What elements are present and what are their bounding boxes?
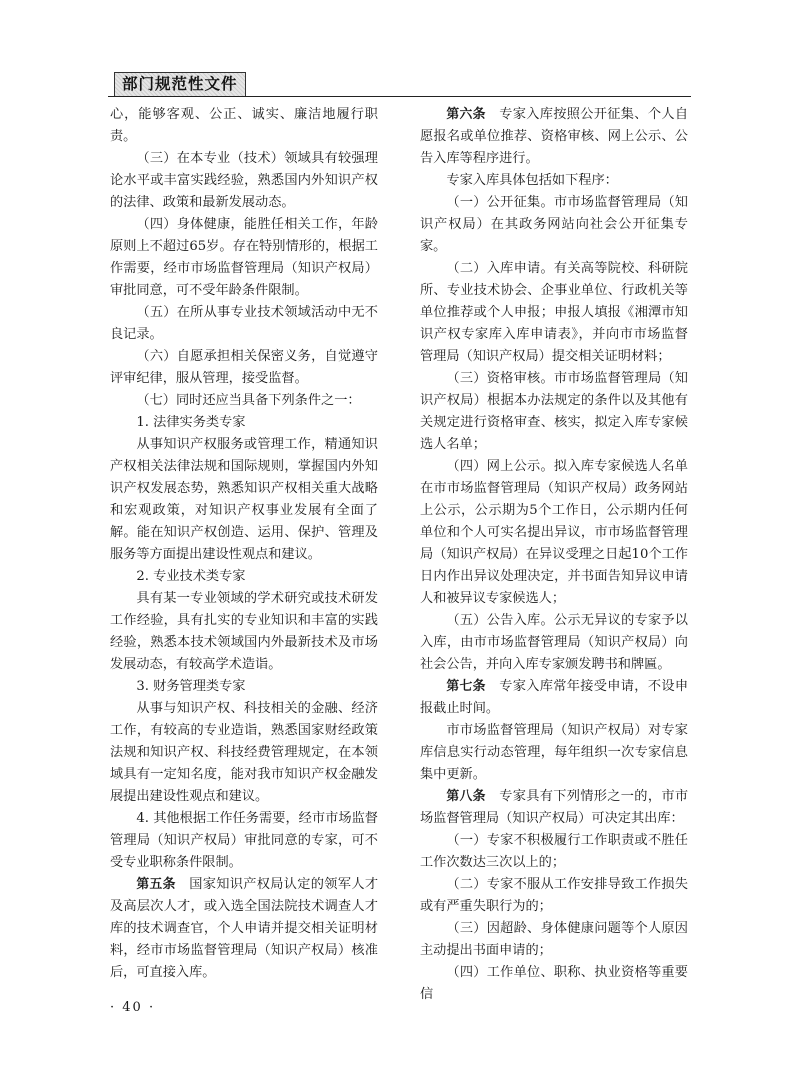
header-rule (108, 96, 691, 97)
paragraph: （三）资格审核。市市场监督管理局（知识产权局）根据本办法规定的条件以及其他有关规定进行资格审查、核实，拟定入库专家候选人名单； (420, 371, 688, 452)
paragraph: 从事知识产权服务或管理工作，精通知识产权相关法律法规和国际规则，掌握国内外知识产权发展态势，熟悉知识产权相关重大战略和宏观政策，对知识产权事业发展有全面了解。能在知识产权创造、运用、保护、管理及服务等方面提出建设性观点和建议。 (110, 437, 378, 562)
left-column (110, 104, 378, 984)
section-title: 部门规范性文件 (114, 72, 246, 97)
section-header (108, 69, 691, 99)
article-text: 国家知识产权局认定的领军人才及高层次人才，或入选全国法院技术调查人才库的技术调查官，个人申请并提交相关证明材料，经市市场监督管理局（知识产权局）核准后，可直接入库。 (110, 877, 379, 980)
article-8 (420, 786, 688, 830)
article-label: 第六条 (446, 107, 486, 122)
article-5 (110, 874, 378, 984)
paragraph: 具有某一专业领域的学术研究或技术研发工作经验，具有扎实的专业知识和丰富的实践经验，熟悉本技术领域国内外最新技术及市场发展动态，有较高学术造诣。 (110, 591, 378, 672)
article-text: 专家入库按照公开征集、个人自愿报名或单位推荐、资格审核、网上公示、公告入库等程序进行。 (420, 107, 689, 166)
paragraph: （二）专家不服从工作安排导致工作损失或有严重失职行为的； (420, 877, 688, 914)
paragraph: （四）网上公示。拟入库专家候选人名单在市市场监督管理局（知识产权局）政务网站上公示，公示期为5个工作日，公示期内任何单位和个人可实名提出异议，市市场监督管理局（知识产权局）在异议受理之日起10个工作日内作出异议处理决定，并书面告知异议申请人和被异议专家候选人； (420, 459, 688, 606)
subheading: 2. 专业技术类专家 (136, 569, 246, 584)
paragraph: 心，能够客观、公正、诚实、廉洁地履行职责。 (110, 107, 378, 144)
paragraph: （四）身体健康，能胜任相关工作，年龄原则上不超过65岁。存在特别情形的，根据工作需要，经市市场监督管理局（知识产权局）审批同意，可不受年龄条件限制。 (110, 217, 378, 298)
paragraph: （三）在本专业（技术）领域具有较强理论水平或丰富实践经验，熟悉国内外知识产权的法律、政策和最新发展动态。 (110, 151, 378, 210)
paragraph: （二）入库申请。有关高等院校、科研院所、专业技术协会、企事业单位、行政机关等单位推荐或个人申报；申报人填报《湘潭市知识产权专家库入库申请表》，并向市市场监督管理局（知识产权局）提交相关证明材料； (420, 261, 688, 364)
subheading: 3. 财务管理类专家 (136, 679, 246, 694)
paragraph: （一）公开征集。市市场监督管理局（知识产权局）在其政务网站向社会公开征集专家。 (420, 195, 688, 254)
article-text: 专家具有下列情形之一的，市市场监督管理局（知识产权局）可决定其出库： (420, 789, 689, 826)
paragraph: （四）工作单位、职称、执业资格等重要信 (420, 965, 688, 1002)
paragraph: （六）自愿承担相关保密义务，自觉遵守评审纪律，服从管理，接受监督。 (110, 349, 378, 386)
article-label: 第七条 (446, 679, 486, 694)
paragraph: 4. 其他根据工作任务需要，经市市场监督管理局（知识产权局）审批同意的专家，可不受专业职称条件限制。 (110, 811, 378, 870)
paragraph: （一）专家不积极履行工作职责或不胜任工作次数达三次以上的； (420, 833, 688, 870)
article-7 (420, 676, 688, 720)
paragraph: （五）公告入库。公示无异议的专家予以入库，由市市场监督管理局（知识产权局）向社会公告，并向入库专家颁发聘书和牌匾。 (420, 613, 688, 672)
paragraph: 专家入库具体包括如下程序： (446, 173, 618, 188)
article-6 (420, 104, 688, 170)
paragraph: 市市场监督管理局（知识产权局）对专家库信息实行动态管理，每年组织一次专家信息集中更新。 (420, 723, 688, 782)
subheading: 1. 法律实务类专家 (136, 415, 246, 430)
paragraph: 从事与知识产权、科技相关的金融、经济工作，有较高的专业造诣，熟悉国家财经政策法规和知识产权、科技经费管理规定，在本领域具有一定知名度，能对我市知识产权金融发展提出建设性观点和建议。 (110, 701, 378, 804)
paragraph: （五）在所从事专业技术领域活动中无不良记录。 (110, 305, 378, 342)
article-label: 第八条 (446, 789, 486, 804)
page-number: · 40 · (110, 1000, 156, 1015)
paragraph: （七）同时还应当具备下列条件之一： (136, 393, 361, 408)
article-label: 第五条 (136, 877, 176, 892)
right-column (420, 104, 688, 1006)
paragraph: （三）因超龄、身体健康问题等个人原因主动提出书面申请的； (420, 921, 688, 958)
article-text: 专家入库常年接受申请，不设申报截止时间。 (420, 679, 689, 716)
